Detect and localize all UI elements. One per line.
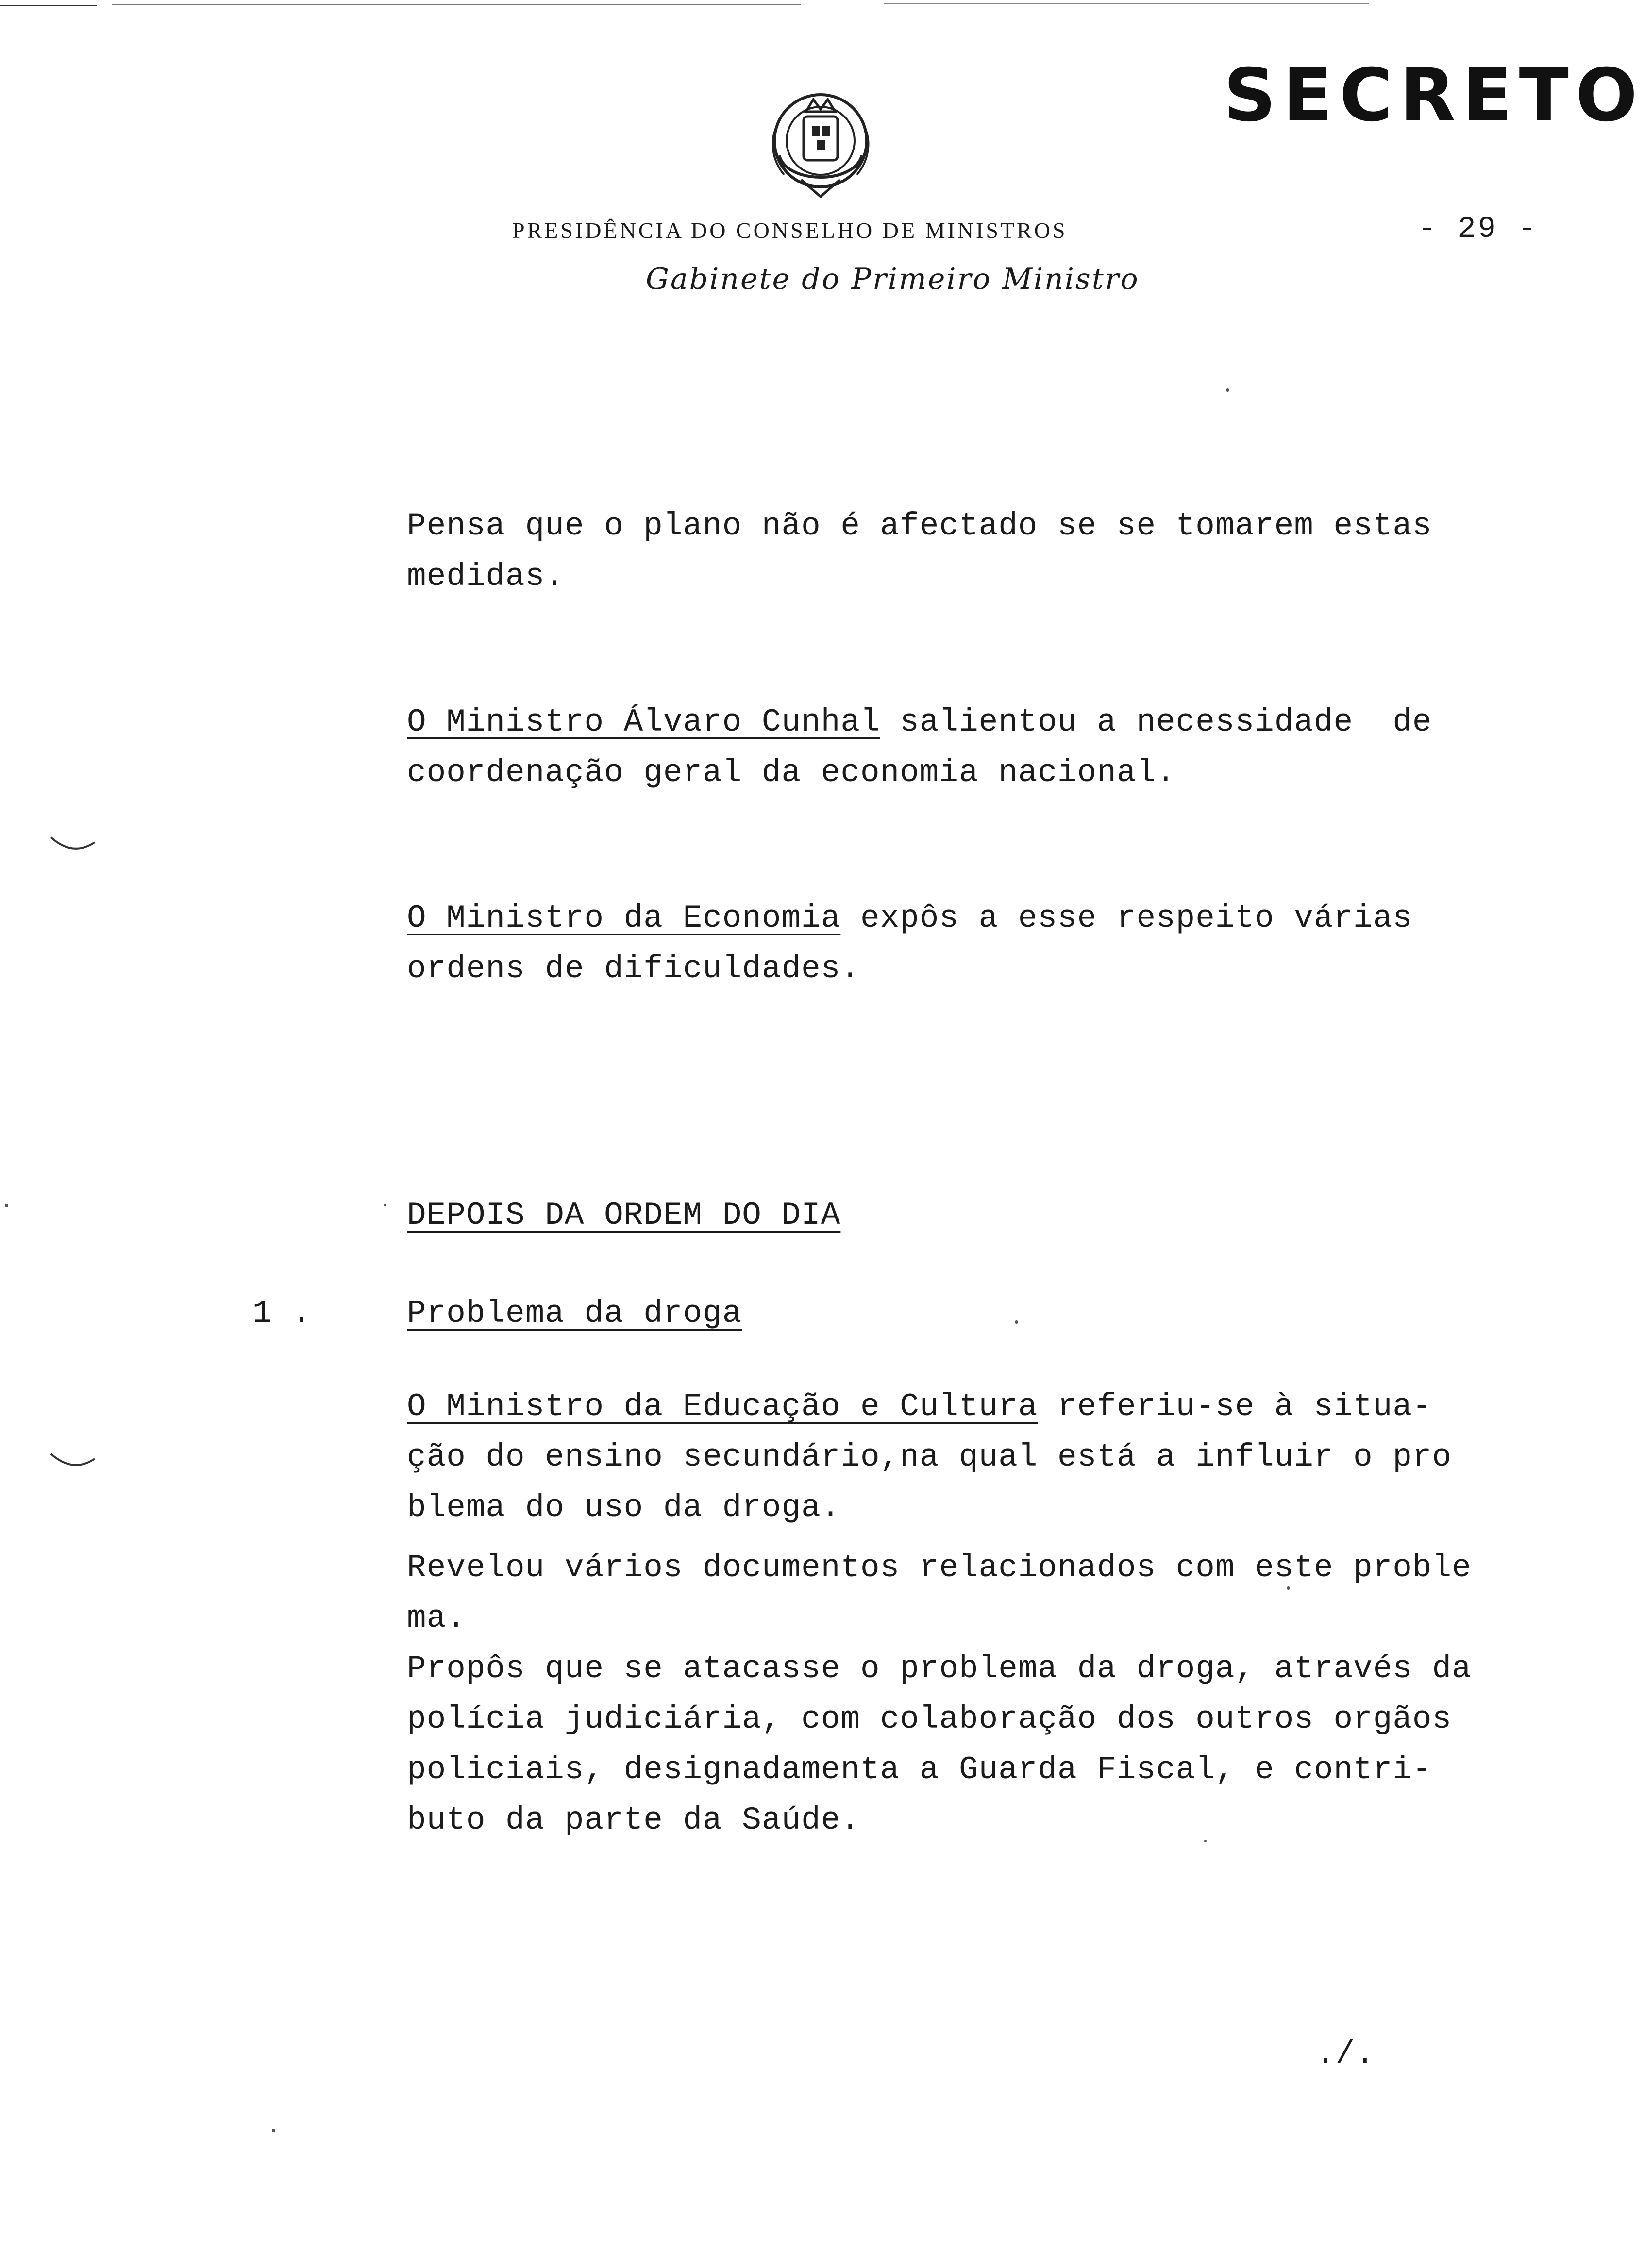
paragraph-text: salientou a necessidade de xyxy=(880,704,1432,740)
paragraph-line: coordenação geral da economia nacional. xyxy=(407,754,1176,791)
punch-hole-mark xyxy=(49,835,97,854)
scan-edge-line xyxy=(0,5,97,6)
cabinet-subtitle: Gabinete do Primeiro Ministro xyxy=(646,262,1140,296)
scan-edge-line xyxy=(112,4,801,5)
paragraph-line: ma. xyxy=(407,1600,466,1636)
scan-speck xyxy=(384,1204,386,1206)
paragraph-line: Propôs que se atacasse o problema da droga, através da xyxy=(407,1651,1472,1687)
item-title: Problema da droga xyxy=(407,1295,742,1332)
paragraph-line: medidas. xyxy=(407,558,565,595)
paragraph-line: ordens de dificuldades. xyxy=(407,951,860,987)
page-number: - 29 - xyxy=(1418,212,1538,246)
paragraph-line: policiais, designadamenta a Guarda Fiscal, e contri- xyxy=(407,1751,1432,1788)
minister-name: O Ministro da Economia xyxy=(407,900,841,936)
paragraph-line: buto da parte da Saúde. xyxy=(407,1802,860,1838)
scan-speck xyxy=(1226,388,1229,392)
scan-speck xyxy=(272,2129,275,2132)
item-1-paragraph xyxy=(407,1382,1452,1533)
paragraph-line: ção do ensino secundário,na qual está a influir o pro xyxy=(407,1439,1452,1475)
coat-of-arms-emblem xyxy=(757,83,889,204)
minister-name: O Ministro Álvaro Cunhal xyxy=(407,704,880,740)
paragraph-1 xyxy=(407,501,1432,602)
item-1-documents xyxy=(407,1543,1472,1846)
item-title-row xyxy=(407,1288,742,1339)
paragraph-line: Revelou vários documentos relacionados com este proble xyxy=(407,1550,1472,1586)
scan-speck xyxy=(5,1204,8,1207)
paragraph-line: Pensa que o plano não é afectado se se tomarem estas xyxy=(407,508,1432,544)
continuation-mark: ./. xyxy=(1316,2036,1375,2072)
paragraph-line: polícia judiciária, com colaboração dos outros orgãos xyxy=(407,1701,1452,1737)
minister-name: O Ministro da Educação e Cultura xyxy=(407,1388,1038,1425)
institution-title: PRESIDÊNCIA DO CONSELHO DE MINISTROS xyxy=(512,218,1068,243)
item-number: 1 . xyxy=(252,1295,312,1332)
scan-speck xyxy=(1204,1840,1207,1842)
punch-hole-mark xyxy=(49,1451,97,1471)
secret-stamp: SECRETO xyxy=(1224,53,1644,138)
section-heading xyxy=(407,1190,840,1241)
paragraph-2 xyxy=(407,697,1432,798)
paragraph-line: blema do uso da droga. xyxy=(407,1489,841,1526)
scan-edge-line xyxy=(884,3,1369,4)
paragraph-text: expôs a esse respeito várias xyxy=(840,900,1412,936)
scan-speck xyxy=(1287,1586,1290,1590)
paragraph-line xyxy=(407,697,1432,748)
paragraph-line xyxy=(407,893,1412,944)
paragraph-text: referiu-se à situa- xyxy=(1038,1388,1432,1425)
section-title: DEPOIS DA ORDEM DO DIA xyxy=(407,1197,841,1234)
paragraph-line xyxy=(407,1382,1452,1432)
scan-speck xyxy=(1015,1320,1018,1324)
paragraph-3 xyxy=(407,893,1412,994)
